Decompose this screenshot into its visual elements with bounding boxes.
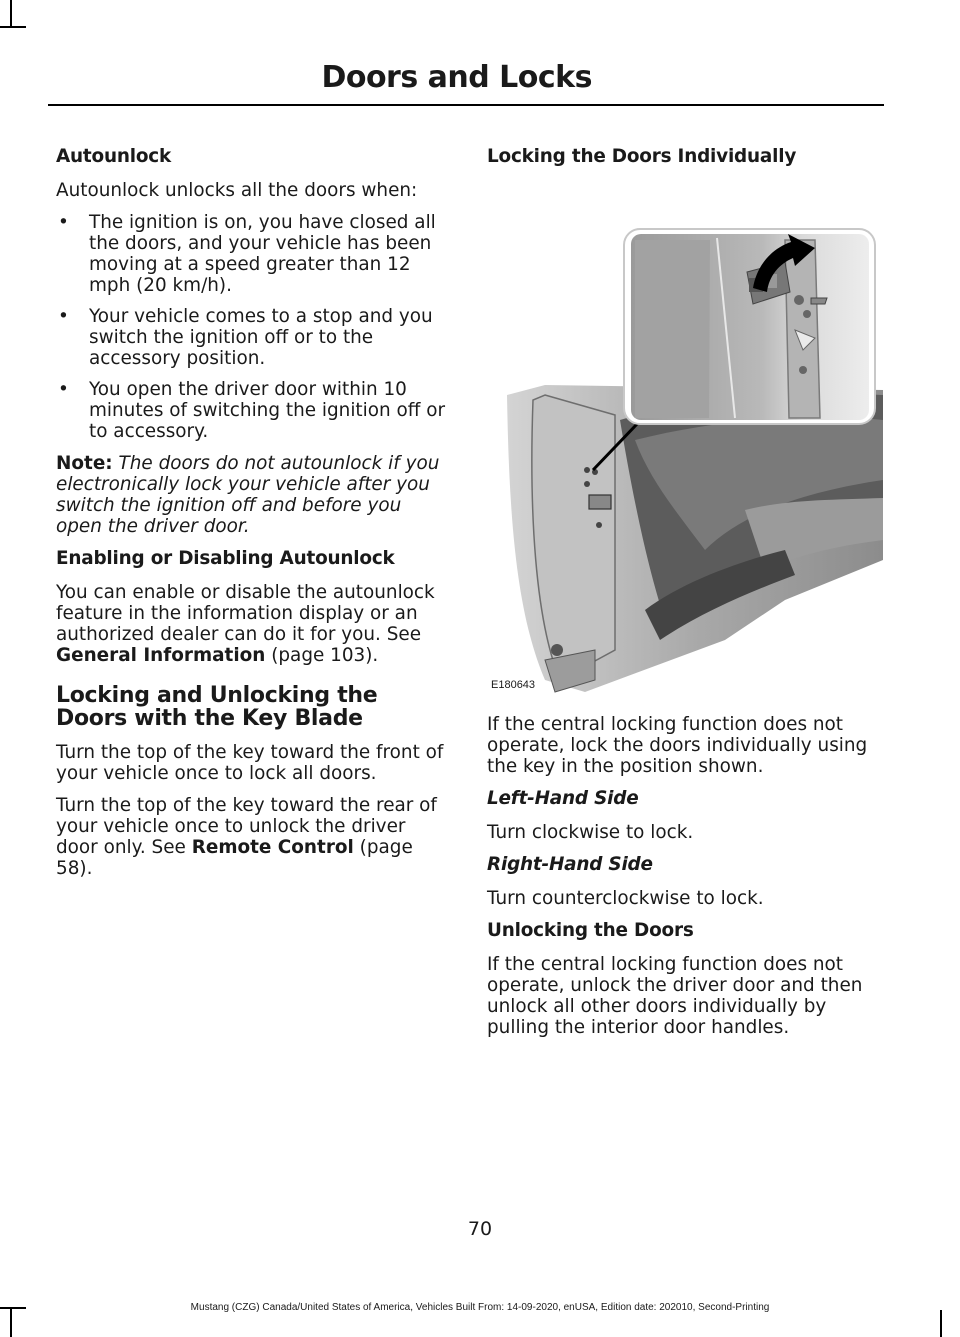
left-hand-side-text: Turn clockwise to lock. (487, 822, 694, 843)
list-item: • You open the driver door within 10 minutes of switching the ignition off or to accessory. (56, 379, 451, 442)
key-blade-heading: Locking and Unlocking the Doors with the Key Blade (56, 683, 378, 731)
autounlock-intro: Autounlock unlocks all the doors when: (56, 180, 418, 201)
crop-mark (10, 0, 12, 28)
enable-text: You can enable or disable the autounlock feature in the information display or an authorized dealer can do it for you. See (56, 582, 435, 645)
unlocking-doors-heading: Unlocking the Doors (487, 920, 694, 941)
figure-id: E180643 (491, 679, 536, 691)
header-rule (48, 104, 884, 106)
enable-page-ref: (page 103). (265, 645, 379, 666)
keyblade-page-ref: (page 58). (56, 837, 413, 879)
keyblade-text: Turn the top of the key toward the rear of your vehicle once to unlock the driver door only. See (56, 795, 437, 858)
key-blade-unlock-text (56, 795, 451, 879)
enable-autounlock-text (56, 582, 451, 666)
crop-mark (940, 1310, 942, 1337)
door-lock-figure (485, 180, 883, 700)
page-number: 70 (467, 1218, 493, 1240)
door-lock-illustration (485, 180, 883, 700)
right-hand-side-text: Turn counterclockwise to lock. (487, 888, 764, 909)
central-locking-text: If the central locking function does not operate, lock the doors individually using the key in the position shown. (487, 714, 868, 777)
list-item: • The ignition is on, you have closed all the doors, and your vehicle has been moving at a speed greater than 12 mph (20 km/h). (56, 212, 451, 296)
individual-locking-heading: Locking the Doors Individually (487, 146, 797, 167)
left-column (56, 146, 451, 890)
autounlock-note (56, 453, 451, 537)
key-blade-lock-text: Turn the top of the key toward the front of your vehicle once to lock all doors. (56, 742, 444, 784)
note-label: Note: (56, 453, 113, 474)
note-text: The doors do not autounlock if you electronically lock your vehicle after you switch the ignition off and before you open the driver door. (56, 453, 440, 537)
list-item: • Your vehicle comes to a stop and you switch the ignition off or to the accessory position. (56, 306, 451, 369)
autounlock-heading: Autounlock (56, 146, 172, 167)
enable-autounlock-heading: Enabling or Disabling Autounlock (56, 548, 395, 569)
right-hand-side-heading: Right-Hand Side (487, 854, 653, 875)
general-information-link[interactable]: General Information (56, 645, 266, 666)
page-title: Doors and Locks (321, 60, 592, 95)
left-hand-side-heading: Left-Hand Side (487, 788, 639, 809)
footer-text: Mustang (CZG) Canada/United States of America, Vehicles Built From: 14-09-2020, enUSA, Edition date: 202010, Second-Printing (190, 1302, 770, 1313)
unlocking-doors-text: If the central locking function does not operate, unlock the driver door and then unlock all other doors individually by pulling the interior door handles. (487, 954, 863, 1038)
right-column (487, 146, 882, 1049)
autounlock-conditions-list (56, 212, 451, 442)
crop-mark (0, 26, 26, 28)
remote-control-link[interactable]: Remote Control (191, 837, 354, 858)
